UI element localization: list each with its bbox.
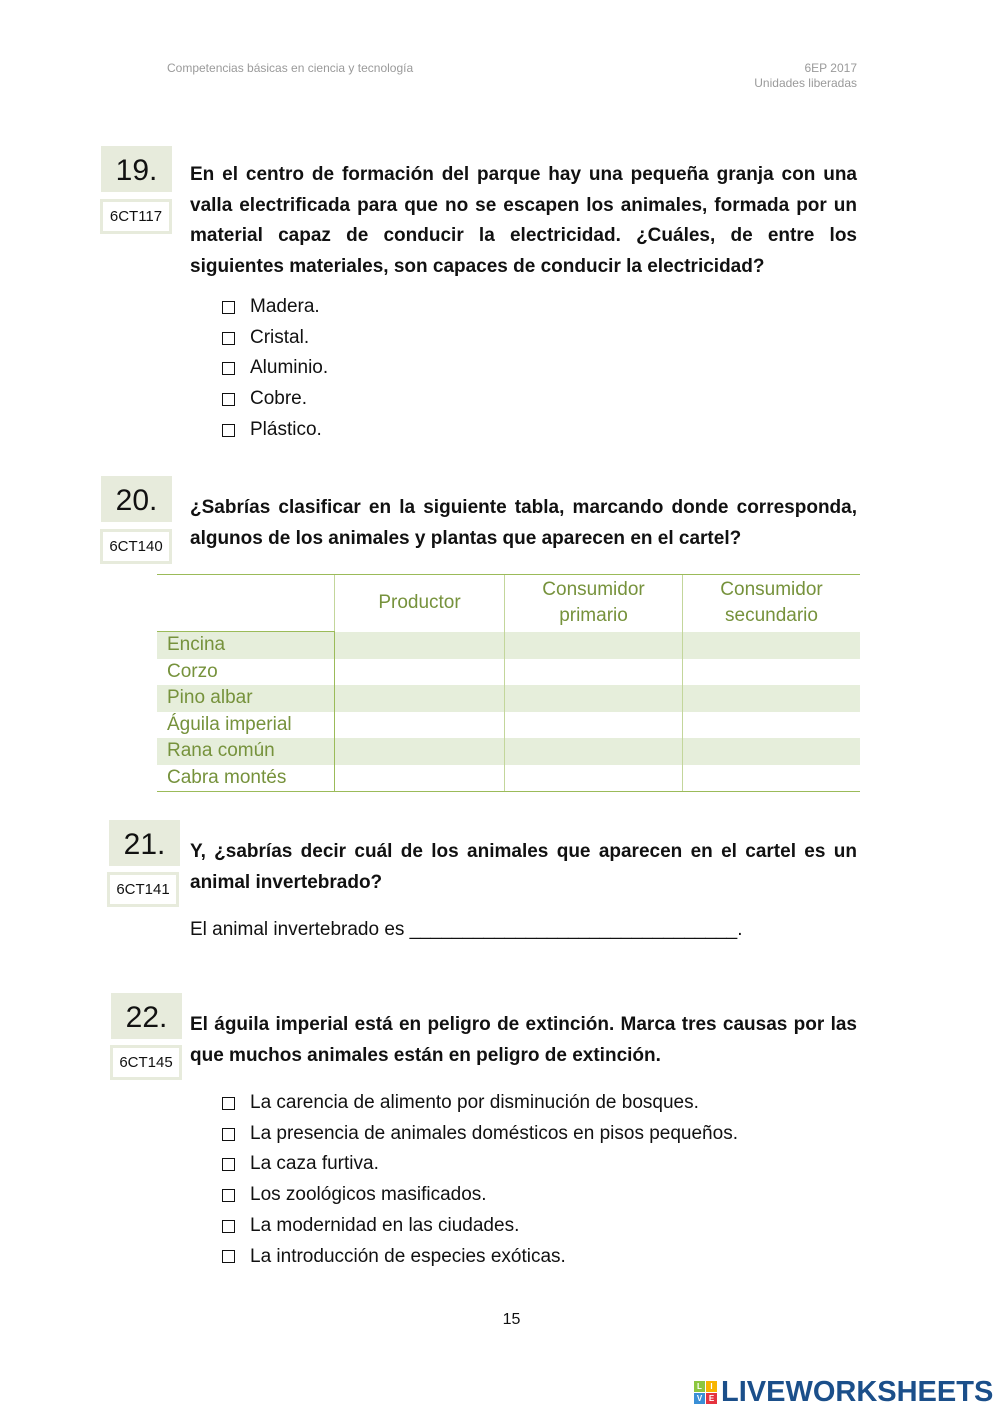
- option[interactable]: [222, 1211, 738, 1242]
- checkbox[interactable]: [222, 362, 235, 375]
- classification-table: [157, 574, 860, 792]
- option[interactable]: [222, 384, 328, 415]
- cell[interactable]: [683, 685, 861, 712]
- option-label: Cristal.: [250, 326, 310, 348]
- option-label: La caza furtiva.: [250, 1153, 379, 1175]
- question-code: 6CT117: [100, 199, 172, 234]
- logo-icon: [694, 1381, 717, 1404]
- question-number: 20.: [101, 476, 172, 522]
- option-label: Madera.: [250, 296, 320, 317]
- cell[interactable]: [505, 659, 683, 686]
- answer-line[interactable]: El animal invertebrado es _______________________________.: [190, 919, 743, 940]
- option[interactable]: [222, 353, 328, 384]
- cell[interactable]: [683, 632, 861, 659]
- question-text: ¿Sabrías clasificar en la siguiente tabla, marcando donde corresponda, algunos de los animales y plantas que aparecen en el cartel?: [190, 497, 857, 549]
- logo-letter: E: [706, 1393, 717, 1404]
- option-label: Plástico.: [250, 418, 322, 440]
- checkbox[interactable]: [222, 393, 235, 406]
- cell[interactable]: [335, 659, 505, 686]
- question-code: 6CT141: [107, 872, 179, 907]
- question-text: El águila imperial está en peligro de extinción. Marca tres causas por las que muchos animales están en peligro de extinción.: [190, 1014, 857, 1066]
- checkbox[interactable]: [222, 1220, 235, 1233]
- table-row: [157, 738, 860, 765]
- option[interactable]: [222, 1242, 738, 1273]
- logo-letter: I: [706, 1381, 717, 1392]
- option-label: Cobre.: [250, 388, 308, 410]
- liveworksheets-logo: [694, 1376, 993, 1409]
- option[interactable]: [222, 1180, 738, 1211]
- column-header: Productor: [335, 575, 505, 632]
- header-exam: 6EP 2017: [804, 61, 857, 75]
- cell[interactable]: [505, 738, 683, 765]
- checkbox[interactable]: [222, 301, 235, 314]
- question-number: 19.: [101, 146, 172, 192]
- column-header: Consumidor secundario: [683, 575, 861, 632]
- option-label: La modernidad en las ciudades.: [250, 1214, 520, 1236]
- cell[interactable]: [683, 712, 861, 739]
- cell[interactable]: [683, 738, 861, 765]
- cell[interactable]: [683, 659, 861, 686]
- checkbox[interactable]: [222, 1128, 235, 1141]
- row-label: Cabra montés: [157, 765, 335, 792]
- checkbox[interactable]: [222, 1189, 235, 1202]
- cell[interactable]: [335, 712, 505, 739]
- page-number: 15: [502, 1311, 521, 1328]
- cell[interactable]: [335, 738, 505, 765]
- table-row: [157, 712, 860, 739]
- question-code: 6CT140: [100, 529, 172, 564]
- logo-letter: L: [694, 1381, 705, 1392]
- cell[interactable]: [335, 685, 505, 712]
- question-text: Y, ¿sabrías decir cuál de los animales que aparecen en el cartel es un animal invertebrado?: [190, 841, 857, 893]
- cell[interactable]: [505, 632, 683, 659]
- option-label: La introducción de especies exóticas.: [250, 1245, 566, 1267]
- header-left: Competencias básicas en ciencia y tecnología: [167, 61, 414, 75]
- header-subtitle: Unidades liberadas: [754, 76, 857, 90]
- option-label: Los zoológicos masificados.: [250, 1184, 487, 1206]
- option[interactable]: [222, 1088, 738, 1119]
- cell[interactable]: [505, 685, 683, 712]
- checkbox[interactable]: [222, 1158, 235, 1171]
- table-row: [157, 632, 860, 659]
- cell[interactable]: [505, 765, 683, 792]
- cell[interactable]: [683, 765, 861, 792]
- checkbox[interactable]: [222, 424, 235, 437]
- table-row: [157, 765, 860, 792]
- checkbox[interactable]: [222, 332, 235, 345]
- table-row: [157, 659, 860, 686]
- question-code: 6CT145: [110, 1045, 182, 1080]
- table-row: [157, 685, 860, 712]
- column-header: Consumidor primario: [505, 575, 683, 632]
- q22-options: [222, 1088, 738, 1272]
- option-label: Aluminio.: [250, 357, 329, 379]
- option[interactable]: [222, 1149, 738, 1180]
- option[interactable]: [222, 1119, 738, 1150]
- option[interactable]: [222, 292, 328, 323]
- row-label: Águila imperial: [157, 712, 335, 739]
- header-right: [754, 61, 857, 90]
- option[interactable]: [222, 415, 328, 446]
- question-number: 21.: [109, 820, 180, 866]
- question-number: 22.: [111, 993, 182, 1039]
- row-label: Encina: [157, 632, 335, 659]
- logo-letter: V: [694, 1393, 705, 1404]
- row-label: Pino albar: [157, 685, 335, 712]
- option[interactable]: [222, 323, 328, 354]
- checkbox[interactable]: [222, 1250, 235, 1263]
- option-label: La carencia de alimento por disminución de bosques.: [250, 1092, 699, 1113]
- cell[interactable]: [335, 632, 505, 659]
- column-header: [157, 575, 335, 632]
- checkbox[interactable]: [222, 1097, 235, 1110]
- option-label: La presencia de animales domésticos en pisos pequeños.: [250, 1122, 738, 1144]
- cell[interactable]: [505, 712, 683, 739]
- cell[interactable]: [335, 765, 505, 792]
- row-label: Rana común: [157, 738, 335, 765]
- logo-text: LIVEWORKSHEETS: [721, 1376, 994, 1408]
- row-label: Corzo: [157, 659, 335, 686]
- question-text: En el centro de formación del parque hay una pequeña granja con una valla electrificada para que no se escapen los animales, formada por un material capaz de conducir la electricidad. ¿Cuáles, de entre los siguientes materiales, son capaces de conducir la electricidad?: [190, 164, 857, 277]
- q19-options: [222, 292, 328, 446]
